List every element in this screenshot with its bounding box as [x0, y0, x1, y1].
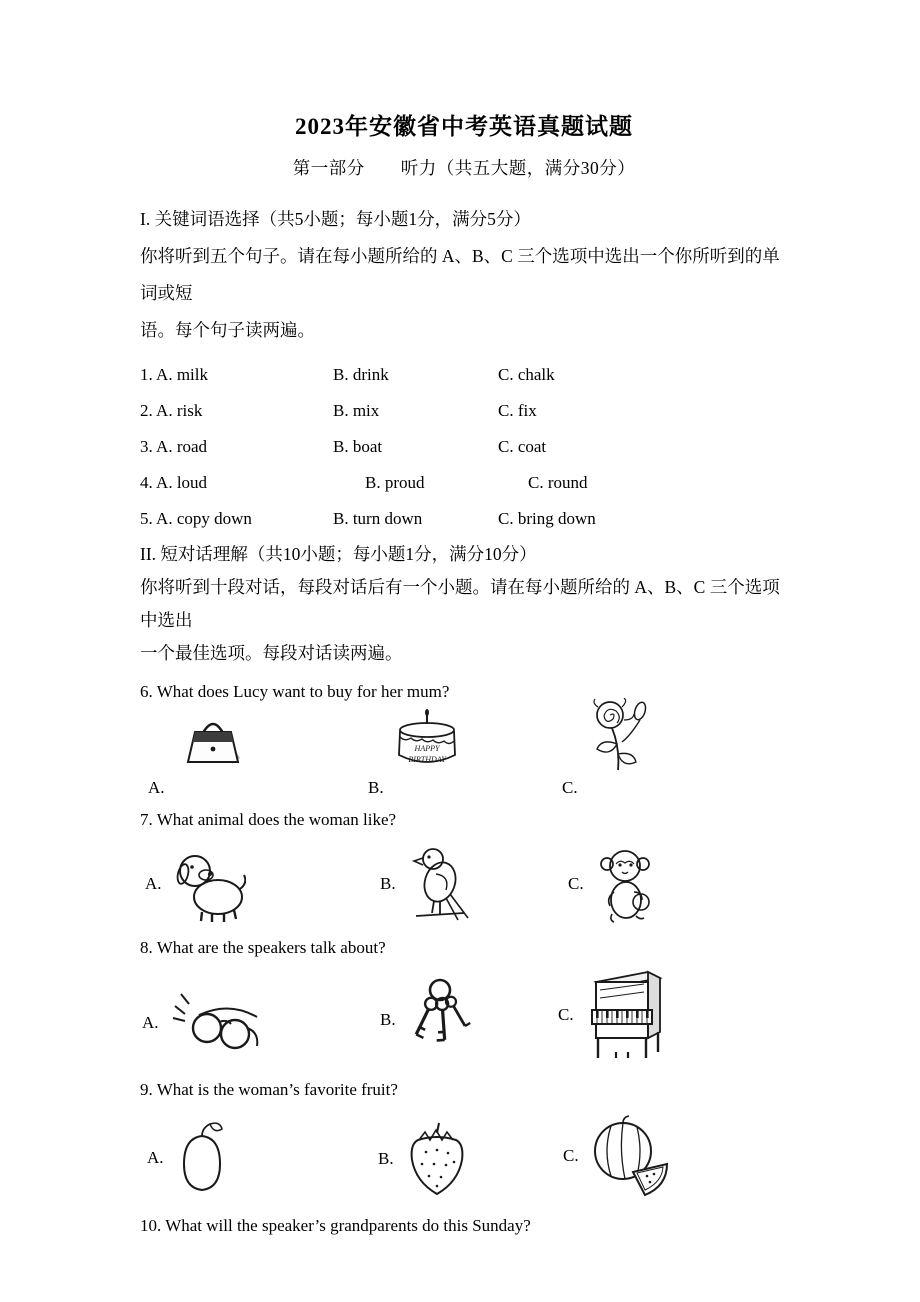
rose-icon: [578, 698, 664, 774]
q6-label-a: A.: [148, 778, 165, 797]
bird-icon: [406, 844, 472, 924]
q7-option-c: [568, 844, 660, 924]
q4-option-a: 4. A. loud: [140, 473, 208, 492]
page-content: [140, 0, 788, 1240]
q7-option-b: [380, 844, 472, 924]
q9-label-b: B.: [378, 1149, 394, 1168]
question-6-labels: [140, 776, 788, 804]
q9-option-b: [378, 1120, 470, 1198]
strawberry-icon: [404, 1120, 470, 1198]
q2-option-b: B. mix: [333, 401, 380, 420]
q7-label-b: B.: [380, 874, 396, 893]
q9-label-c: C.: [563, 1146, 579, 1165]
section1-intro-line1: 你将听到五个句子。请在每小题所给的 A、B、C 三个选项中选出一个你所听到的单词或短: [140, 246, 780, 303]
q9-label-a: A.: [147, 1148, 164, 1167]
q2-option-a: 2. A. risk: [140, 401, 203, 420]
glasses-icon: [169, 982, 263, 1064]
option-row-3: [140, 429, 788, 465]
q3-option-a: 3. A. road: [140, 437, 208, 456]
q3-option-b: B. boat: [333, 437, 383, 456]
question-8-images: [140, 962, 788, 1070]
section1-heading: I. 关键词语选择（共5小题；每小题1分，满分5分）: [140, 209, 531, 229]
q6-label-b: B.: [368, 778, 384, 797]
q5-option-b: B. turn down: [333, 509, 423, 528]
q3-option-c: C. coat: [498, 437, 547, 456]
option-row-1: [140, 357, 788, 393]
section2-intro: [140, 571, 788, 670]
q8-option-a: [142, 982, 263, 1064]
question-6-text: 6. What does Lucy want to buy for her mum?: [140, 682, 450, 701]
option-row-2: [140, 393, 788, 429]
q2-option-c: C. fix: [498, 401, 537, 420]
q6-option-b-image: [383, 708, 471, 772]
q8-label-c: C.: [558, 1005, 574, 1024]
q7-label-c: C.: [568, 874, 584, 893]
q8-option-c: [558, 966, 668, 1064]
monkey-icon: [594, 844, 660, 924]
question-6-images: [140, 706, 788, 776]
question-7-images: [140, 834, 788, 930]
option-row-4: [140, 465, 788, 501]
q1-option-c: C. chalk: [498, 365, 555, 384]
option-row-5: [140, 501, 788, 537]
handbag-icon: [182, 712, 244, 768]
q7-option-a: [145, 844, 246, 924]
question-8-text: 8. What are the speakers talk about?: [140, 938, 386, 957]
section2-intro-line1: 你将听到十段对话，每段对话后有一个小题。请在每小题所给的 A、B、C 三个选项中选出: [140, 577, 780, 630]
q9-option-a: [147, 1118, 230, 1198]
q5-option-a: 5. A. copy down: [140, 509, 252, 528]
birthday-cake-icon: [383, 708, 471, 772]
q8-label-a: A.: [142, 1013, 159, 1032]
q6-option-c-image: [578, 698, 664, 774]
part1-heading: 第一部分 听力（共五大题，满分30分）: [292, 158, 636, 178]
section1-options: [140, 357, 788, 537]
watermelon-icon: [589, 1114, 669, 1198]
q4-option-b: B. proud: [365, 473, 425, 492]
question-9-images: [140, 1104, 788, 1204]
keys-icon: [406, 976, 472, 1064]
q7-label-a: A.: [145, 874, 162, 893]
question-10-text: 10. What will the speaker’s grandparents do this Sunday?: [140, 1216, 531, 1235]
q1-option-a: 1. A. milk: [140, 365, 209, 384]
q9-option-c: [563, 1114, 669, 1198]
cake-text-line2: BIRTHDAY: [408, 755, 446, 764]
q8-label-b: B.: [380, 1010, 396, 1029]
dog-icon: [172, 844, 246, 924]
q1-option-b: B. drink: [333, 365, 389, 384]
section1-intro-line2: 语。每个句子读两遍。: [140, 320, 315, 340]
q6-label-c: C.: [562, 778, 578, 797]
mango-icon: [174, 1118, 230, 1198]
cake-text-line1: HAPPY: [414, 744, 440, 753]
q8-option-b: [380, 976, 472, 1064]
question-9-text: 9. What is the woman’s favorite fruit?: [140, 1080, 398, 1099]
section2-intro-line2: 一个最佳选项。每段对话读两遍。: [140, 643, 403, 663]
q5-option-c: C. bring down: [498, 509, 596, 528]
doc-title: 2023年安徽省中考英语真题试题: [295, 114, 633, 139]
q6-option-a-image: [182, 712, 244, 768]
piano-icon: [584, 966, 668, 1064]
section1-intro: [140, 238, 788, 349]
q4-option-c: C. round: [528, 473, 588, 492]
question-7-text: 7. What animal does the woman like?: [140, 810, 397, 829]
section2-heading: II. 短对话理解（共10小题；每小题1分，满分10分）: [140, 544, 537, 564]
